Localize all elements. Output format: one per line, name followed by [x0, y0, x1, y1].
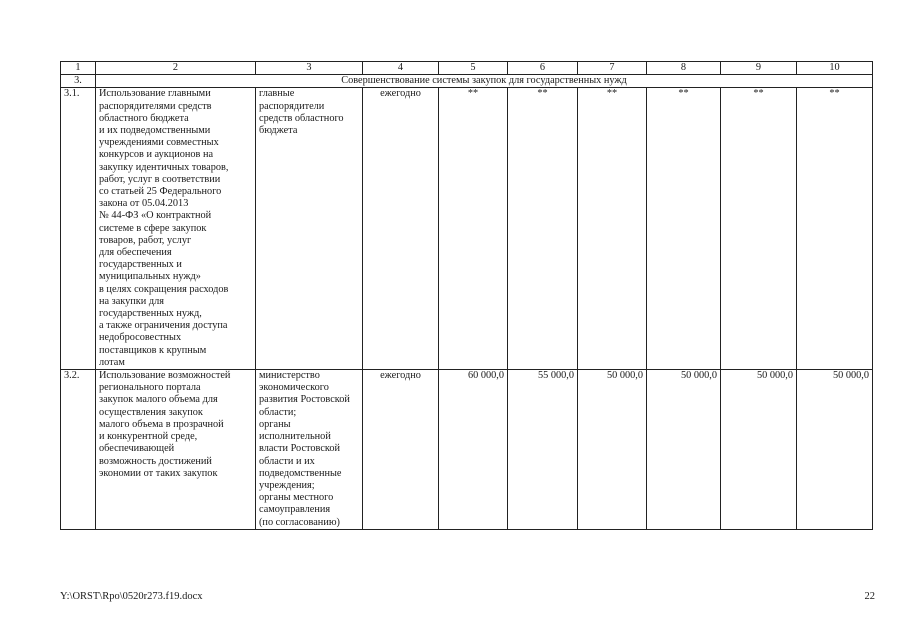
column-number-cell: 6	[508, 62, 578, 75]
value-cell: **	[439, 88, 508, 370]
value-cell: **	[578, 88, 647, 370]
value-cell: **	[797, 88, 873, 370]
value-cell: 50 000,0	[578, 370, 647, 530]
value-cell: 60 000,0	[439, 370, 508, 530]
footer-file-path: Y:\ORST\Rpo\0520r273.f19.docx	[60, 591, 203, 602]
value-cell: **	[508, 88, 578, 370]
row-number: 3.1.	[61, 88, 96, 370]
column-number-cell: 4	[363, 62, 439, 75]
column-number-cell: 1	[61, 62, 96, 75]
column-number-cell: 5	[439, 62, 508, 75]
implementation-period: ежегодно	[363, 370, 439, 530]
table-row	[61, 370, 873, 530]
section-row	[61, 75, 873, 88]
value-cell: 50 000,0	[721, 370, 797, 530]
value-cell: **	[721, 88, 797, 370]
measures-table	[60, 61, 873, 530]
table-row	[61, 88, 873, 370]
responsible-executor: министерство экономического развития Ростовской области; органы исполнительной власти Ростовской области и их подведомственные учреждения; органы местного самоуправления (по согласованию)	[256, 370, 363, 530]
measure-description: Использование главными распорядителями средств областного бюджета и их подведомственными учреждениями совместных конкурсов и аукционов на закупку идентичных товаров, работ, услуг в соответствии со статьей 25 Федерального закона от 05.04.2013 № 44-ФЗ «О контрактной системе в сфере закупок товаров, работ, услуг для обеспечения государственных и муниципальных нужд» в целях сокращения расходов на закупки для государственных нужд, а также ограничения доступа недобросовестных поставщиков к крупным лотам	[96, 88, 256, 370]
column-number-cell: 3	[256, 62, 363, 75]
value-cell: 50 000,0	[797, 370, 873, 530]
column-number-cell: 9	[721, 62, 797, 75]
column-number-cell: 10	[797, 62, 873, 75]
column-number-cell: 8	[647, 62, 721, 75]
value-cell: **	[647, 88, 721, 370]
row-number: 3.2.	[61, 370, 96, 530]
implementation-period: ежегодно	[363, 88, 439, 370]
column-number-cell: 2	[96, 62, 256, 75]
section-number: 3.	[61, 75, 96, 88]
responsible-executor: главные распорядители средств областного бюджета	[256, 88, 363, 370]
value-cell: 50 000,0	[647, 370, 721, 530]
column-number-cell: 7	[578, 62, 647, 75]
measure-description: Использование возможностей регионального портала закупок малого объема для осуществления закупок малого объема в прозрачной и конкурентной среде, обеспечивающей возможность достижений экономии от таких закупок	[96, 370, 256, 530]
column-number-row	[61, 62, 873, 75]
value-cell: 55 000,0	[508, 370, 578, 530]
page-number: 22	[864, 591, 875, 602]
section-title: Совершенствование системы закупок для государственных нужд	[96, 75, 873, 88]
